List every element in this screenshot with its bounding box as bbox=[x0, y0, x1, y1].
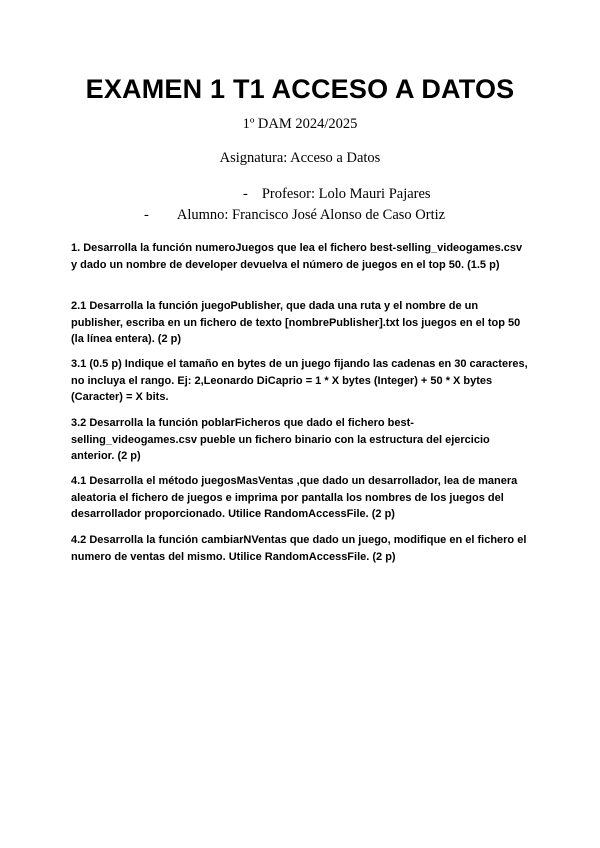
professor-line bbox=[243, 186, 431, 203]
course-line: 1º DAM 2024/2025 bbox=[242, 116, 358, 132]
professor-text: Profesor: Lolo Mauri Pajares bbox=[261, 186, 431, 202]
question-4-1: 4.1 Desarrolla el método juegosMasVentas ,que dado un desarrollador, lea de manera aleatoria el fichero de juegos e imprima por pantalla los nombres de los juegos del desarrollador proporcionado. Utilice RandomAccessFile. (2 p) bbox=[71, 475, 518, 520]
subject-line: Asignatura: Acceso a Datos bbox=[219, 150, 381, 166]
student-bullet: - bbox=[144, 207, 149, 223]
question-3-1: 3.1 (0.5 p) Indique el tamaño en bytes de un juego fijando las cadenas en 30 caracteres, no incluya el rango. Ej: 2,Leonardo DiCaprio = 1 * X bytes (Integer) + 50 * X bytes (Caracter) = X bits. bbox=[71, 358, 528, 403]
student-line bbox=[144, 207, 445, 224]
question-1: 1. Desarrolla la función numeroJuegos que lea el fichero best-selling_videogames.csv y dado un nombre de developer devuelva el número de juegos en el top 50. (1.5 p) bbox=[71, 242, 523, 271]
question-3-2: 3.2 Desarrolla la función poblarFicheros que dado el fichero best-selling_videogames.csv pueble un fichero binario con la estructura del ejercicio anterior. (2 p) bbox=[71, 417, 490, 462]
question-4-2: 4.2 Desarrolla la función cambiarNVentas que dado un juego, modifique en el fichero el numero de ventas del mismo. Utilice RandomAccessFile. (2 p) bbox=[71, 534, 527, 563]
question-2-1: 2.1 Desarrolla la función juegoPublisher, que dada una ruta y el nombre de un publisher, escriba en un fichero de texto [nombrePublisher].txt los juegos en el top 50 (la línea entera). (2 p) bbox=[71, 300, 521, 345]
professor-bullet: - bbox=[243, 186, 248, 202]
student-text: Alumno: Francisco José Alonso de Caso Ortiz bbox=[176, 207, 446, 223]
exam-title: EXAMEN 1 T1 ACCESO A DATOS bbox=[85, 74, 515, 104]
